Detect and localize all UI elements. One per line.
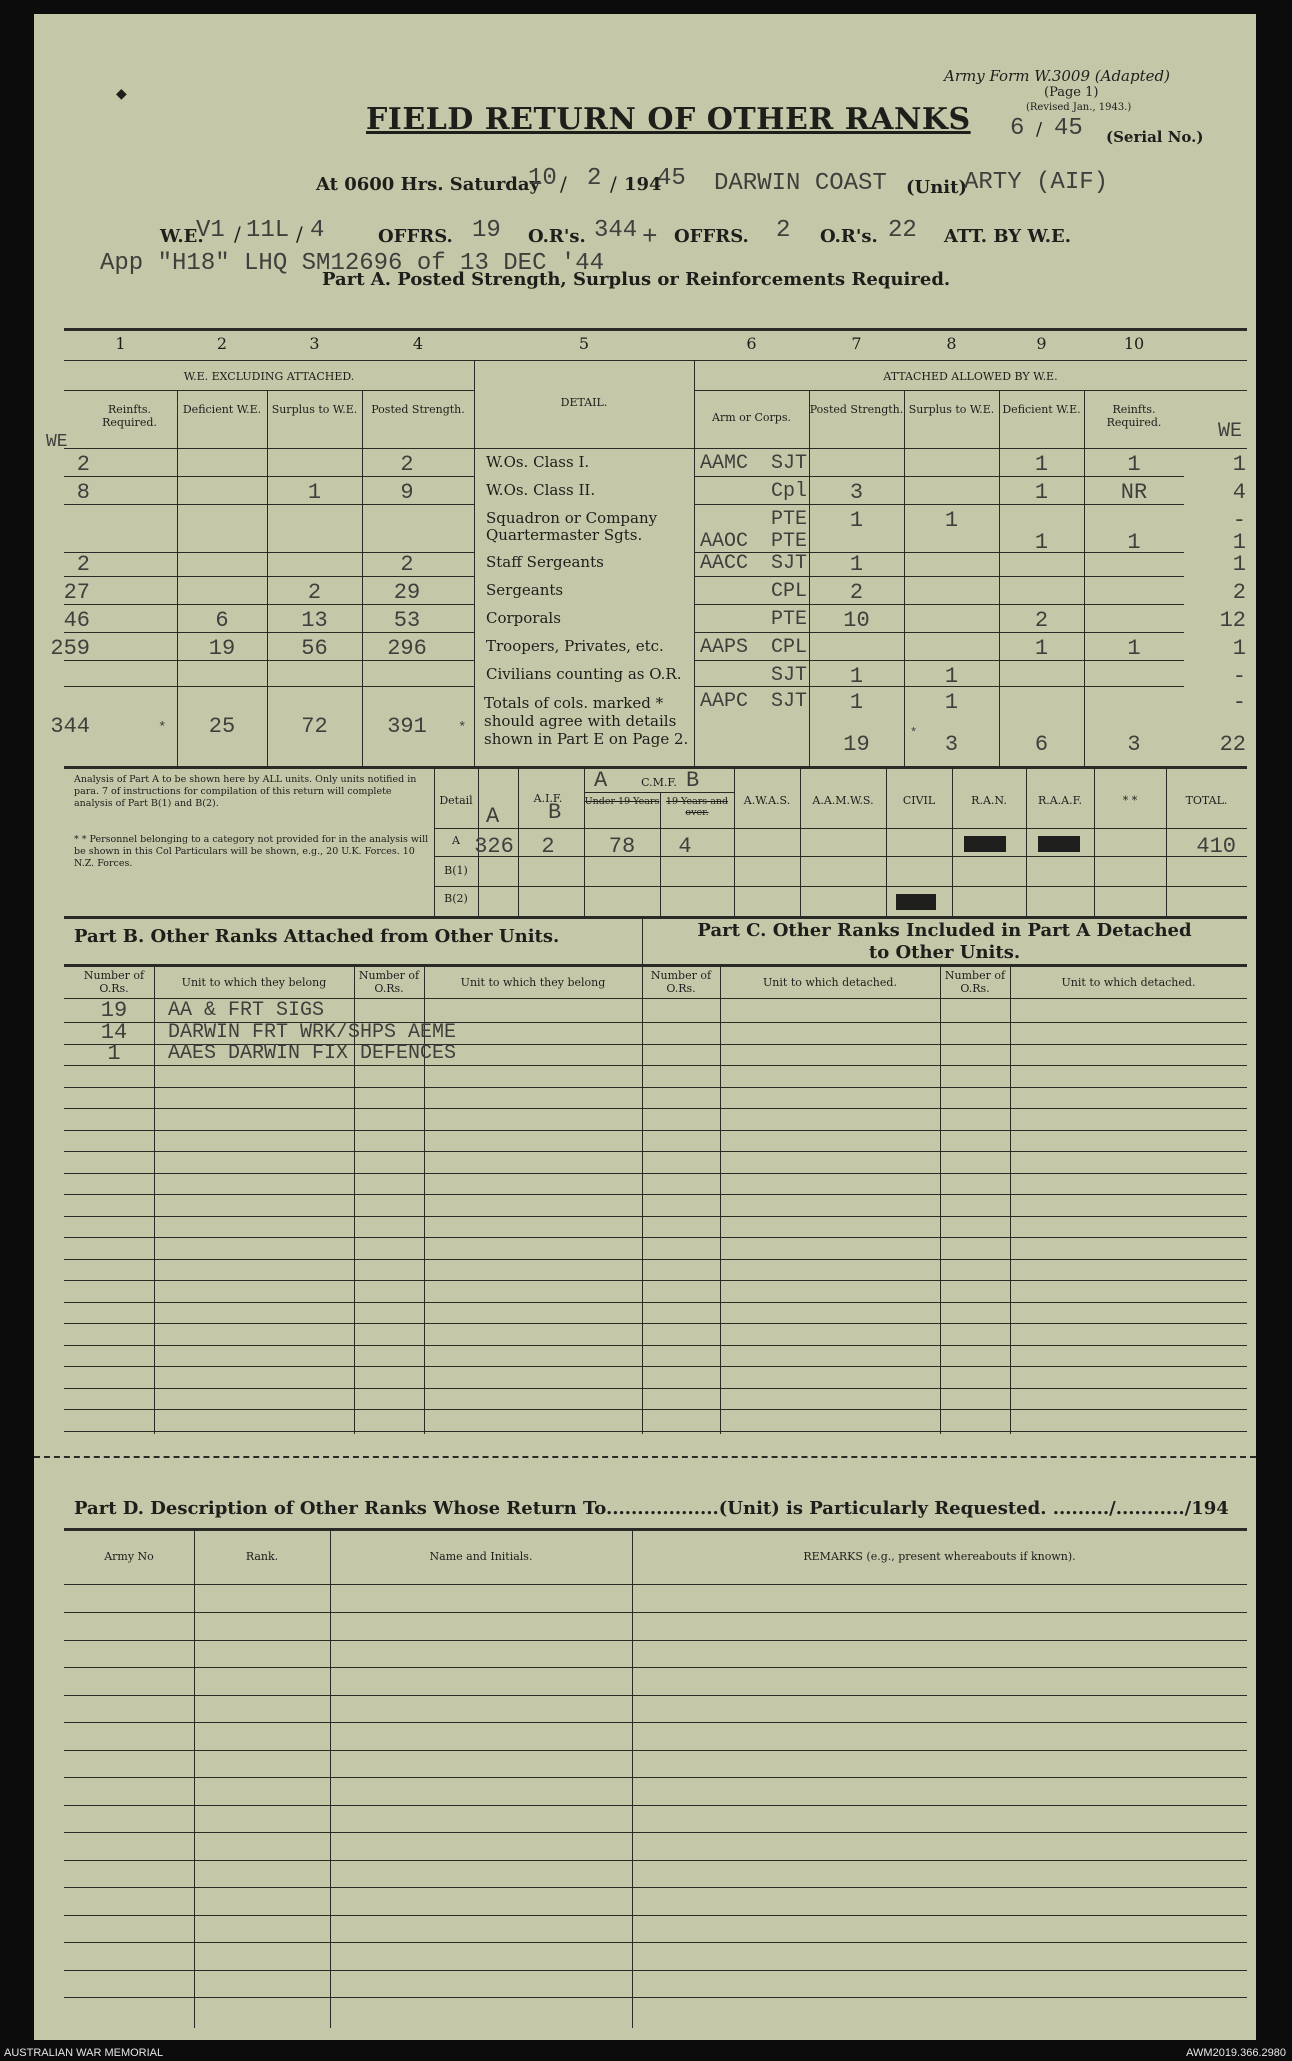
attached-surplus: 1 (944, 664, 959, 689)
column-number-7: 7 (851, 334, 862, 353)
we-value: 1 (1232, 636, 1246, 661)
part-b-unit-heading: Unit to which they belong (181, 976, 327, 989)
surplus-we: 13 (301, 608, 328, 633)
we-left-mark: WE (46, 432, 68, 452)
analysis-raaf-heading: R.A.A.F. (1037, 794, 1083, 807)
column-number-4: 4 (412, 334, 424, 353)
part-b-unit-heading-2: Unit to which they belong (460, 976, 606, 989)
attached-posted: 10 (843, 608, 870, 633)
footer (0, 2046, 1292, 2061)
total-c3: 72 (301, 714, 328, 739)
offrs2-label: OFFRS. (674, 226, 749, 247)
ors2-label: O.R's. (820, 226, 878, 247)
deficient-we: 19 (208, 636, 236, 661)
detail-label: Corporals (486, 609, 561, 627)
we-value: 2 (1232, 580, 1246, 605)
detail-label: W.Os. Class II. (486, 481, 596, 499)
analysis-a-value: 326 (474, 834, 514, 859)
totals-detail: Totals of cols. marked * should agree with details shown in Part E on Page 2. (484, 694, 689, 748)
reinfts-required: 2 (76, 452, 90, 477)
date-year: 45 (657, 165, 686, 192)
column-number-1: 1 (115, 334, 126, 353)
deficient-we: 6 (215, 608, 229, 633)
attached-deficient: 1 (1034, 452, 1049, 477)
rank: SJT (770, 452, 807, 475)
ors2-value: 22 (888, 217, 917, 244)
col10-heading: Reinfts. Required. (1106, 403, 1162, 429)
analysis-under19-heading: Under 19 Years (584, 796, 660, 807)
analysis-note-2: * * Personnel belonging to a category not provided for in the analysis will be shown in this Col Particulars will be shown, e.g., 20 U.K. Forces. 10 N.Z. Forces. (74, 834, 429, 869)
offrs-label: OFFRS. (378, 226, 453, 247)
analysis-over19-heading: 19 Years and over. (665, 796, 729, 818)
attached-deficient: 1 (1034, 530, 1049, 555)
we-value: - (1232, 664, 1246, 689)
attached-reinfts: NR (1120, 480, 1148, 505)
total-star-3: * (910, 726, 918, 740)
arm-corps: AAPC (700, 690, 749, 713)
reinfts-required: 2 (76, 552, 90, 577)
form-paper: Army Form W.3009 (Adapted) (Page 1) (Revised Jan., 1943.) 6 / 45 (Serial No.) FIELD RETURN OF OTHER RANKS ◆ At 0600 Hrs. Saturday 10 / 2 / 194 45 DARWIN COAST (Unit) ARTY (AIF) W.E. V1 / 11L / 4 OFFRS. 19 O.R's. 344 + OFFRS. 2 O.R's. 22 ATT. BY W.E. App "H18" LHQ SM12696 of 13 DEC '44 Part A. Posted Strength, Surplus or Reinforcements Required. 1 2 3 4 5 6 7 8 9 10 W.E. EXCLUDING ATTACHED. ATTACHED ALLOWED BY W.E. DETAIL. Reinfts. Required. Deficient W.E. Surplus to W.E. Posted Strength. Arm or Corps. Posted Strength. Surplus to W.E. Deficient W.E. Reinfts. Required. WE WE 2 2 W.Os. Class I. AAMC SJT 1 1 1 8 1 9 W.Os. Class II. Cpl 3 1 NR 4 Squadron or Company Quartermaster Sgts. PTE 1 1 - AAOC PTE 1 1 1 2 2 Staff Sergeants AACC SJT 1 1 27 2 29 Sergeants CPL 2 2 46 6 13 53 Corporals PTE 10 2 12 259 19 56 296 Troopers, Privates, etc. AAPS CPL 1 1 1 Civilians counting as O.R. SJT 1 1 - AAPC SJT 1 1 - 344 * 25 72 391 * Totals of cols. marked * should agree with details shown in Part E on Page 2. 19 * 3 6 3 22 Analysis of Part A to be shown here by ALL units. Only units notified in para. 7 of instructions for compilation of this return will complete analysis of Part B(1) and B(2). * * Personnel belonging to a category not provided for in the analysis will be shown in this Col Particulars will be shown, e.g., 20 U.K. Forces. 10 N.Z. Forces. Detail A A.I.F. B A C.M.F. B Under 19 Years 19 Years and over. A.W.A.S. A.A.M.W.S. CIVIL R.A.N. R.A.A.F. * * TOTAL. A B(1) B(2) 326 2 78 4 410 Part B. Other Ranks Attached from Other Units. Part C. Other Ranks Included in Part A Detached to Other Units. Number of O.Rs. Unit to which they belong Number of O.Rs. Unit to which they belong Number of O.Rs. Unit to which detached. Number of O.Rs. Unit to which detached. 19 AA & FRT SIGS 14 DARWIN FRT WRK/SHPS AEME 1 AAES DARWIN FIX DEFENCES Part D. Description of Other Ranks Whose Return To..................(Unit) is Particularly Requested. ........./.........../194 Army No Rank. Name and Initials. REMARKS (e.g., present whereabouts if known). (34, 14, 1256, 2040)
reinfts-required: 259 (50, 636, 90, 661)
attached-posted: 2 (849, 580, 864, 605)
arm-corps: AAPS (700, 636, 749, 659)
analysis-cmf-heading: C.M.F. (641, 776, 677, 789)
unit-label: (Unit) (906, 177, 967, 198)
detail-label: Sergeants (486, 581, 564, 599)
part-b-unit: AAES DARWIN FIX DEFENCES (168, 1042, 457, 1065)
we-label: W.E. (160, 226, 204, 247)
attached-allowed-heading: ATTACHED ALLOWED BY W.E. (883, 370, 1058, 383)
date-month: 2 (587, 165, 602, 192)
analysis-aif-heading: A.I.F. (533, 792, 563, 805)
arm-corps: AACC (700, 552, 749, 575)
date-day: 10 (528, 165, 557, 192)
attached-surplus: 1 (944, 690, 959, 715)
surplus-we: 1 (307, 480, 322, 505)
analysis-other-heading: * * (1122, 794, 1138, 807)
we-value: - (1232, 690, 1246, 715)
rank: PTE (770, 530, 807, 553)
part-b-unit: AA & FRT SIGS (168, 999, 325, 1022)
col1-heading: Reinfts. Required. (102, 403, 157, 429)
analysis-a-total: 410 (1196, 834, 1236, 859)
col3-heading: Surplus to W.E. (271, 403, 358, 416)
unit-name-b: ARTY (AIF) (964, 169, 1109, 196)
arm-corps: AAMC (700, 452, 749, 475)
rank: CPL (770, 636, 807, 659)
attached-reinfts: 1 (1127, 530, 1141, 555)
analysis-row-label: A (452, 834, 460, 847)
detail-label: Staff Sergeants (486, 553, 604, 571)
total-c8: 3 (944, 732, 959, 757)
attached-posted: 1 (849, 552, 864, 577)
total-c7: 19 (843, 732, 870, 757)
total-c10: 3 (1127, 732, 1141, 757)
analysis-awas-heading: A.W.A.S. (743, 794, 791, 807)
surplus-we: 2 (307, 580, 322, 605)
detail-heading: DETAIL. (560, 396, 608, 409)
rank: SJT (770, 690, 807, 713)
column-number-9: 9 (1036, 334, 1047, 353)
ors-label: O.R's. (528, 226, 586, 247)
part-a-title: Part A. Posted Strength, Surplus or Reinforcements Required. (322, 269, 951, 290)
attached-reinfts: 1 (1127, 636, 1141, 661)
attached-posted: 3 (849, 480, 864, 505)
part-d-name-heading: Name and Initials. (429, 1550, 533, 1563)
column-number-2: 2 (216, 334, 228, 353)
column-number-6: 6 (746, 334, 757, 353)
plus-sign: + (642, 222, 658, 252)
column-number-3: 3 (309, 334, 320, 353)
attached-deficient: 1 (1034, 636, 1049, 661)
we-c: 4 (310, 217, 325, 244)
analysis-a-under19: 78 (608, 834, 636, 859)
we-right-mark: WE (1218, 420, 1243, 443)
tear-line (34, 1456, 1256, 1458)
posted-strength: 53 (393, 608, 421, 633)
total-star-1: * (158, 720, 167, 736)
analysis-a-aif: 2 (541, 834, 555, 859)
serial-sep: / (1036, 119, 1043, 140)
detail-label: Civilians counting as O.R. (486, 665, 682, 683)
detail-label: Troopers, Privates, etc. (486, 637, 664, 655)
form-revised: (Revised Jan., 1943.) (1026, 102, 1132, 113)
analysis-civil-heading: CIVIL (902, 794, 936, 807)
part-c-unit-heading: Unit to which detached. (763, 976, 897, 989)
part-c-num-heading: Number of O.Rs. (650, 969, 712, 995)
part-d-remarks-heading: REMARKS (e.g., present whereabouts if known). (803, 1550, 1076, 1563)
we-value: 12 (1219, 608, 1246, 633)
redaction-civil (896, 894, 936, 910)
detail-label: Squadron or Company Quartermaster Sgts. (486, 509, 658, 544)
analysis-detail-heading: Detail (439, 794, 473, 807)
offrs2-value: 2 (776, 217, 791, 244)
posted-strength: 29 (393, 580, 421, 605)
date-label: At 0600 Hrs. Saturday (316, 174, 541, 195)
footer-right: AWM2019.366.2980 (1186, 2047, 1286, 2059)
part-c-unit-heading-2: Unit to which detached. (1061, 976, 1196, 989)
mark-b1: B (548, 800, 562, 825)
col6-heading: Arm or Corps. (712, 411, 791, 424)
offrs-value: 19 (472, 217, 501, 244)
mark-a2: A (594, 768, 608, 793)
part-b-num-heading: Number of O.Rs. (83, 969, 145, 995)
attached-surplus: 1 (944, 508, 959, 533)
we-a: V1 (196, 217, 225, 244)
unit-name-a: DARWIN COAST (714, 170, 887, 197)
analysis-ran-heading: R.A.N. (971, 794, 1007, 807)
part-d-rank-heading: Rank. (245, 1550, 279, 1563)
part-b-unit: DARWIN FRT WRK/SHPS AEME (168, 1020, 457, 1044)
attached-posted: 1 (849, 664, 864, 689)
posted-strength: 2 (400, 452, 414, 477)
col8-heading: Surplus to W.E. (908, 403, 995, 416)
attached-posted: 1 (849, 508, 864, 533)
part-b-num: 19 (100, 998, 128, 1023)
rank: CPL (770, 580, 807, 603)
attached-posted: 1 (849, 690, 864, 715)
col9-heading: Deficient W.E. (1002, 403, 1081, 416)
attached-reinfts: 1 (1127, 452, 1141, 477)
col2-heading: Deficient W.E. (182, 403, 262, 416)
part-b-num-heading-2: Number of O.Rs. (358, 969, 420, 995)
footer-left: AUSTRALIAN WAR MEMORIAL (4, 2047, 164, 2059)
posted-strength: 296 (387, 636, 427, 661)
posted-strength: 2 (400, 552, 414, 577)
part-d-title: Part D. Description of Other Ranks Whose Return To..................(Unit) is Particularly Requested. ........./.........../194 (74, 1498, 1229, 1519)
total-c9: 6 (1034, 732, 1049, 757)
mark-b2: B (686, 768, 700, 793)
total-star-2: * (458, 720, 467, 736)
we-value: - (1232, 508, 1246, 533)
analysis-a-over19: 4 (678, 834, 692, 859)
rank: SJT (770, 552, 807, 575)
analysis-row-label: B(2) (444, 892, 468, 905)
ink-mark: ◆ (116, 86, 127, 102)
total-we: 22 (1219, 732, 1246, 757)
part-b-num: 14 (100, 1019, 128, 1045)
we-b: 11L (246, 217, 290, 244)
detail-label: W.Os. Class I. (486, 453, 590, 471)
we-value: 1 (1232, 452, 1246, 477)
we-value: 1 (1232, 552, 1246, 577)
part-d-army-heading: Army No (104, 1550, 154, 1563)
serial-a: 6 (1010, 115, 1025, 142)
we-value: 1 (1232, 530, 1246, 555)
reinfts-required: 27 (63, 580, 90, 605)
surplus-we: 56 (301, 636, 328, 661)
attached-deficient: 2 (1034, 608, 1049, 633)
part-c-num-heading-2: Number of O.Rs. (944, 969, 1006, 995)
rank: SJT (770, 664, 807, 687)
total-c1: 344 (50, 714, 90, 739)
rank: Cpl (770, 480, 807, 503)
redaction-ran (964, 836, 1006, 852)
analysis-total-heading: TOTAL. (1185, 794, 1228, 807)
serial-b: 45 (1054, 115, 1083, 142)
mark-a1: A (486, 804, 500, 829)
serial-label: (Serial No.) (1106, 128, 1204, 146)
column-number-10: 10 (1123, 334, 1145, 353)
reinfts-required: 8 (76, 480, 90, 505)
form-name: Army Form W.3009 (Adapted) (944, 67, 1170, 85)
arm-corps: AAOC (700, 530, 749, 553)
we-excluding-heading: W.E. EXCLUDING ATTACHED. (183, 370, 355, 383)
analysis-aamws-heading: A.A.M.W.S. (812, 794, 874, 807)
rank: PTE (770, 608, 807, 631)
total-c2: 25 (208, 714, 236, 739)
rank: PTE (770, 508, 807, 531)
part-c-title: Part C. Other Ranks Included in Part A Detached (697, 920, 1192, 941)
attached-deficient: 1 (1034, 480, 1049, 505)
redaction-raaf (1038, 836, 1080, 852)
part-b-title: Part B. Other Ranks Attached from Other Units. (74, 926, 560, 947)
posted-strength: 9 (400, 480, 414, 505)
part-c-title-2: to Other Units. (868, 942, 1021, 963)
col4-heading: Posted Strength. (371, 403, 465, 416)
column-number-8: 8 (946, 334, 957, 353)
form-title: FIELD RETURN OF OTHER RANKS (366, 102, 971, 137)
date-year-prefix: 194 (624, 174, 662, 195)
total-c4: 391 (387, 714, 427, 739)
we-value: 4 (1232, 480, 1246, 505)
reinfts-required: 46 (63, 608, 90, 633)
approval-ref: App "H18" LHQ SM12696 of 13 DEC '44 (100, 250, 605, 277)
part-b-num: 1 (107, 1041, 121, 1066)
col7-heading: Posted Strength. (809, 403, 904, 416)
ors-value: 344 (594, 217, 638, 244)
column-number-5: 5 (578, 334, 590, 353)
analysis-note: Analysis of Part A to be shown here by ALL units. Only units notified in para. 7 of instructions for compilation of this return will complete analysis of Part B(1) and B(2). (74, 774, 417, 809)
att-label: ATT. BY W.E. (944, 226, 1072, 247)
analysis-row-label: B(1) (444, 864, 468, 877)
form-page: (Page 1) (1044, 85, 1099, 100)
